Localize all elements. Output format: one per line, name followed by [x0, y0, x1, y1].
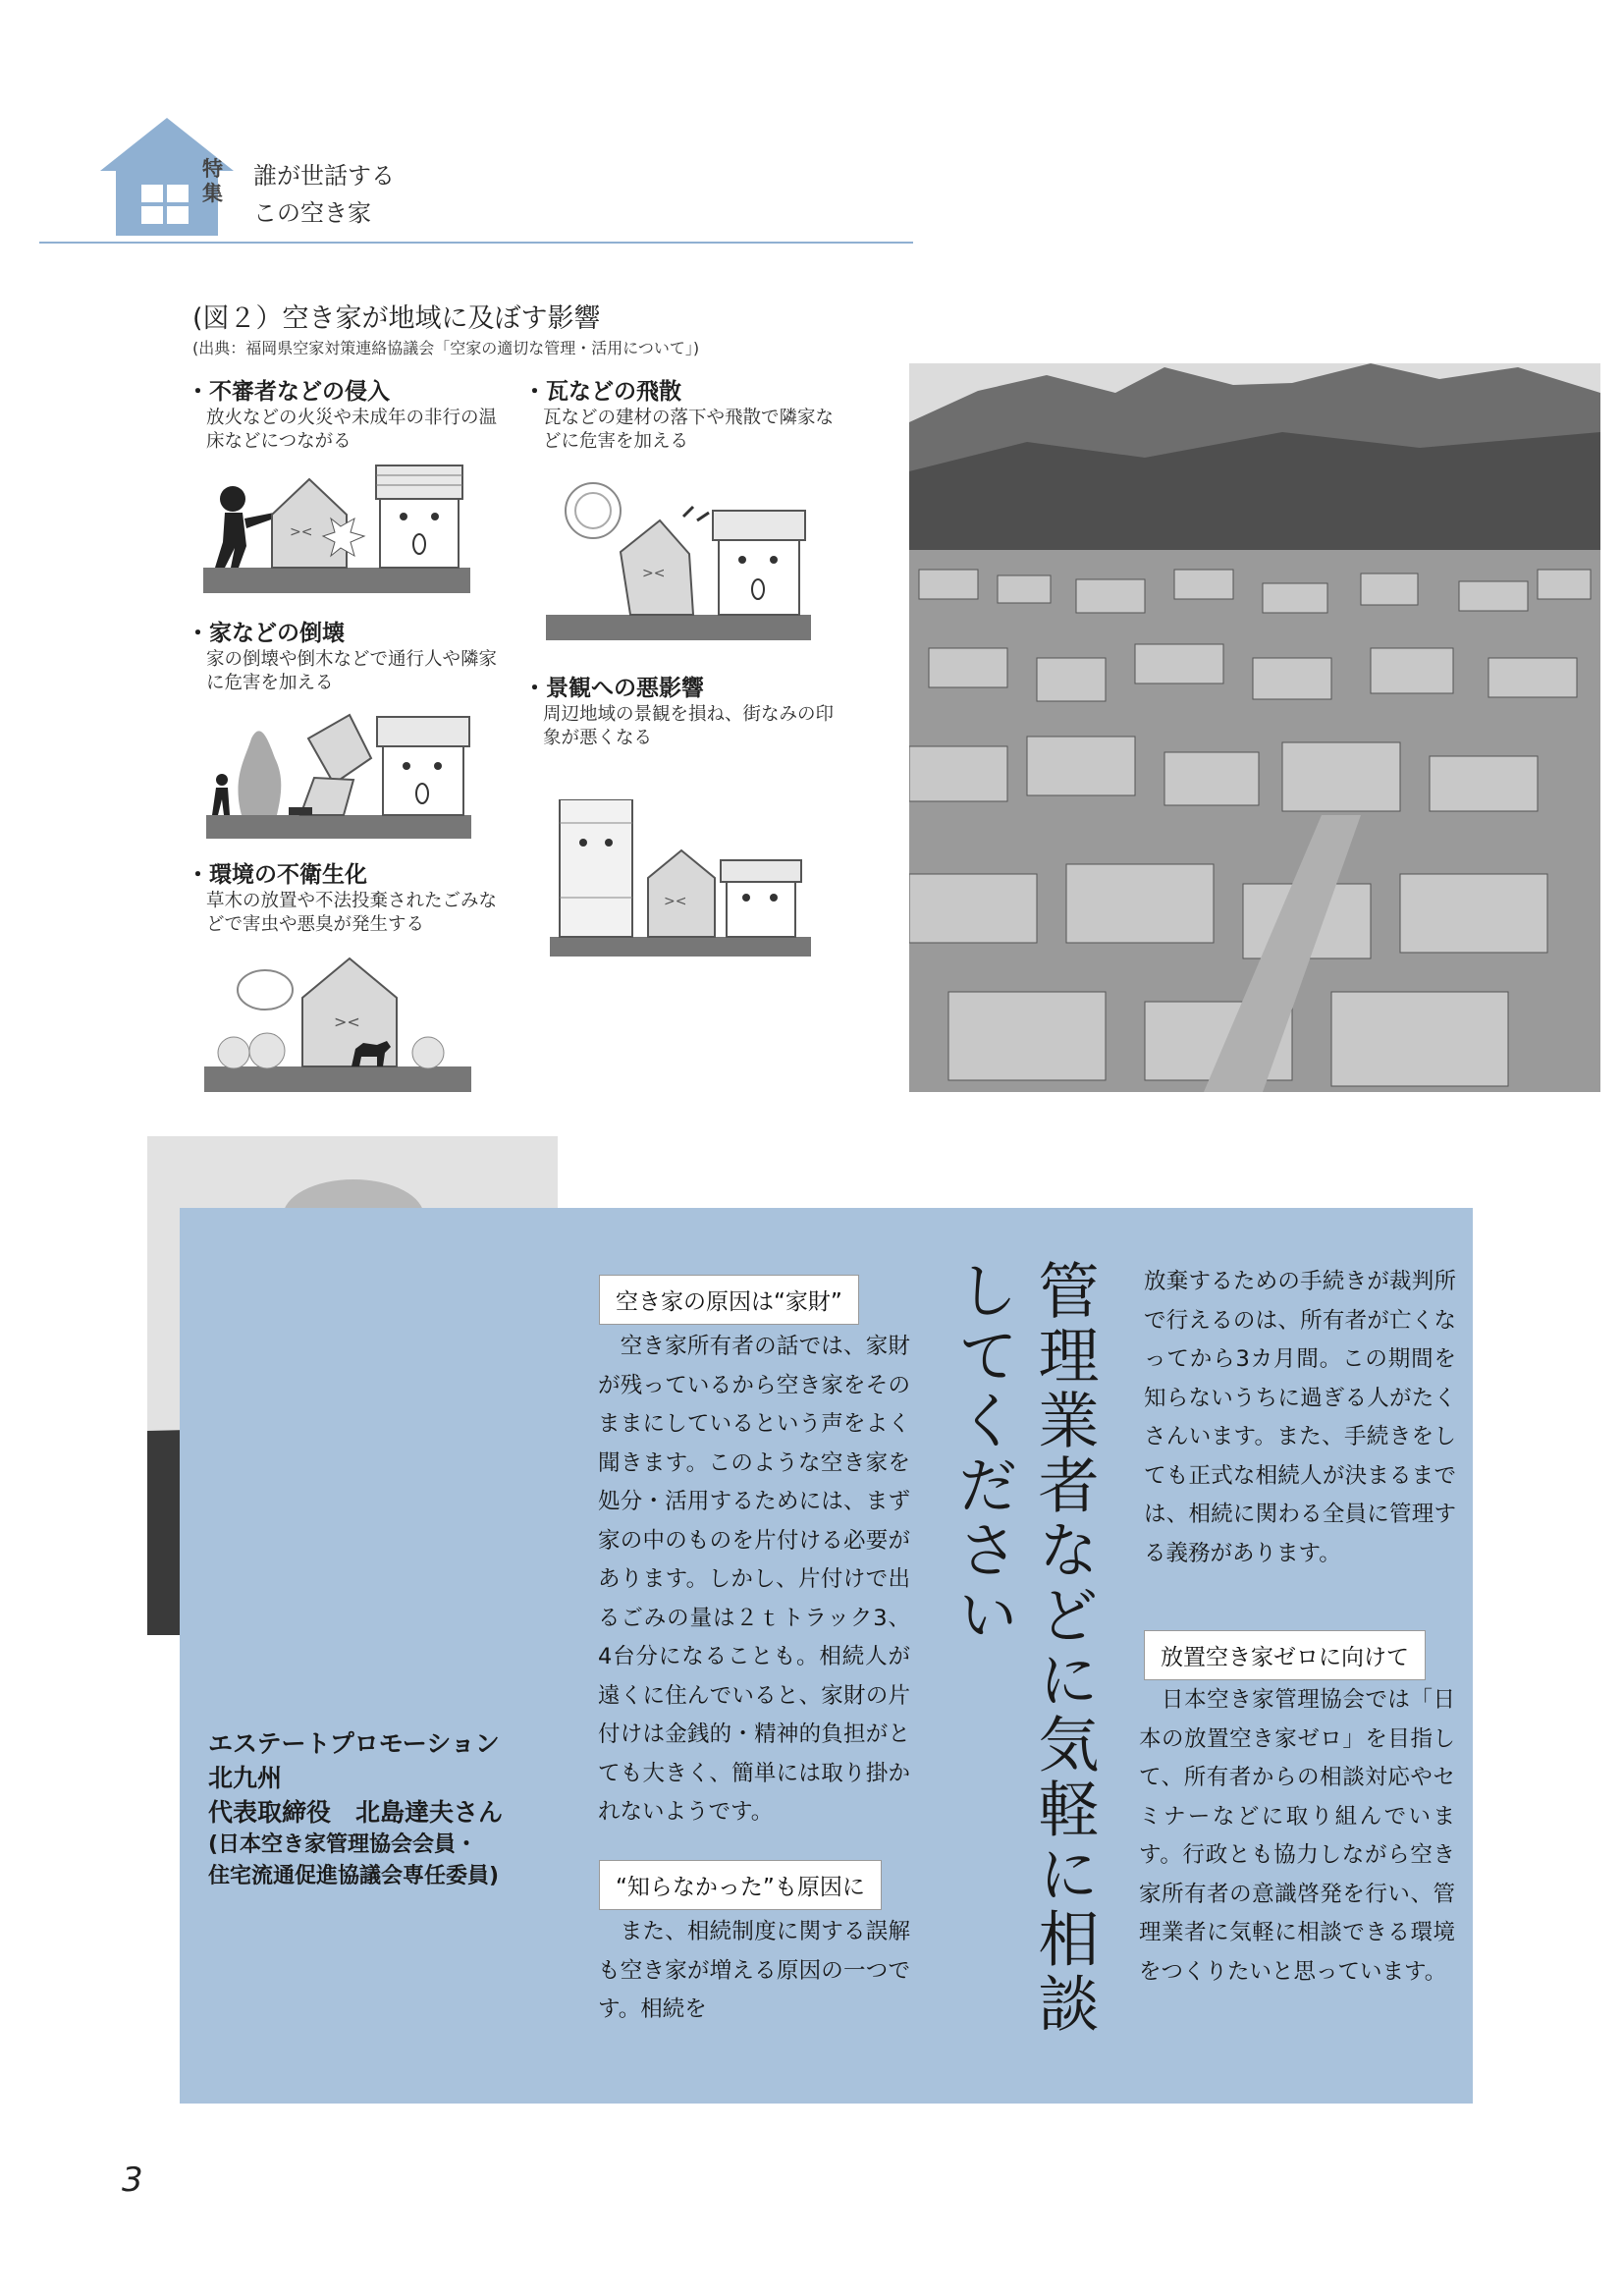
figure-item-heading: ・家などの倒壊 — [187, 621, 345, 646]
interviewee-affiliation-2: 住宅流通促進協議会専任委員) — [208, 1864, 500, 1888]
page-number: 3 — [122, 2160, 143, 2200]
interviewee-region: 北九州 — [208, 1764, 283, 1792]
unsanitary-illustration-icon — [204, 939, 471, 1092]
section-body: 放棄するための手続きが裁判所で行えるのは、所有者が亡くなってから3カ月間。この期間を知らないうちに過ぎる人がたくさんいます。また、手続きをしても正式な相続人が決まるまでは、相続に関わる全員に管理する義務があります。 — [1144, 1269, 1456, 1566]
feature-title — [253, 157, 395, 232]
figure-item-heading: ・不審者などの侵入 — [187, 379, 390, 405]
article-title: 管理業者などに気軽に相談してください — [947, 1259, 1100, 2037]
svg-text:><: >< — [290, 524, 313, 540]
figure-item-heading: ・瓦などの飛散 — [523, 379, 681, 405]
tile-scatter-illustration-icon — [546, 471, 811, 640]
interviewee-name: 代表取締役 北島達夫さん — [208, 1798, 504, 1827]
figure-item-body: 草木の放置や不法投棄されたごみなどで害虫や悪臭が発生する — [206, 891, 498, 935]
interviewee-affiliation-1: (日本空き家管理協会会員・ — [208, 1832, 478, 1857]
section-body: 空き家所有者の話では、家財が残っているから空き家をそのままにしているという声をよく聞きます。このような空き家を処分・活用するためには、まず家の中のものを片付ける必要があります。しかし、片付けで出るごみの量は２ｔトラック3、4台分になることも。相続人が遠くに住んでいると、家財の片付けは金銭的・精神的負担がとても大きく、簡単には取り掛かれないようです。 — [598, 1334, 910, 1825]
intruder-illustration-icon — [203, 458, 470, 593]
svg-text:><: >< — [642, 566, 666, 581]
svg-text:><: >< — [334, 1012, 360, 1031]
figure-title: (図２）空き家が地域に及ぼす影響 — [192, 303, 601, 334]
scenery-illustration-icon — [550, 799, 811, 957]
figure-item-heading: ・景観への悪影響 — [523, 676, 704, 701]
feature-badge: 特集 — [202, 157, 223, 205]
header-divider — [39, 242, 913, 244]
section-heading: 放置空き家ゼロに向けて — [1144, 1630, 1426, 1680]
town-aerial-photo — [909, 363, 1600, 1092]
figure-source: (出典：福岡県空家対策連絡協議会「空家の適切な管理・活用について」) — [192, 339, 700, 357]
interviewee-company: エステートプロモーション — [208, 1729, 500, 1758]
figure-item-heading: ・環境の不衛生化 — [187, 862, 367, 888]
figure-item-body: 放火などの火災や未成年の非行の温床などにつながる — [206, 408, 498, 452]
figure-item-body: 家の倒壊や倒木などで通行人や隣家に危害を加える — [206, 649, 498, 693]
figure-item-body: 瓦などの建材の落下や飛散で隣家などに危害を加える — [543, 408, 835, 452]
section-body: 日本空き家管理協会では「日本の放置空き家ゼロ」を目指して、所有者からの相談対応やセミナーなどに取り組んでいます。行政とも協力しながら空き家所有者の意識啓発を行い、管理業者に気軽に相談できる環境をつくりたいと思っています。 — [1139, 1687, 1455, 1985]
section-heading: 空き家の原因は“家財” — [599, 1275, 859, 1325]
section-heading: “知らなかった”も原因に — [599, 1860, 882, 1910]
figure-item-body: 周辺地域の景観を損ね、街なみの印象が悪くなる — [543, 704, 835, 748]
interviewee-caption — [208, 1726, 503, 1892]
feature-title-line2: この空き家 — [253, 199, 371, 227]
svg-text:><: >< — [664, 894, 687, 909]
feature-title-line1: 誰が世話する — [253, 162, 395, 190]
collapse-illustration-icon — [206, 699, 471, 839]
section-body: また、相続制度に関する誤解も空き家が増える原因の一つです。相続を — [598, 1919, 910, 2022]
